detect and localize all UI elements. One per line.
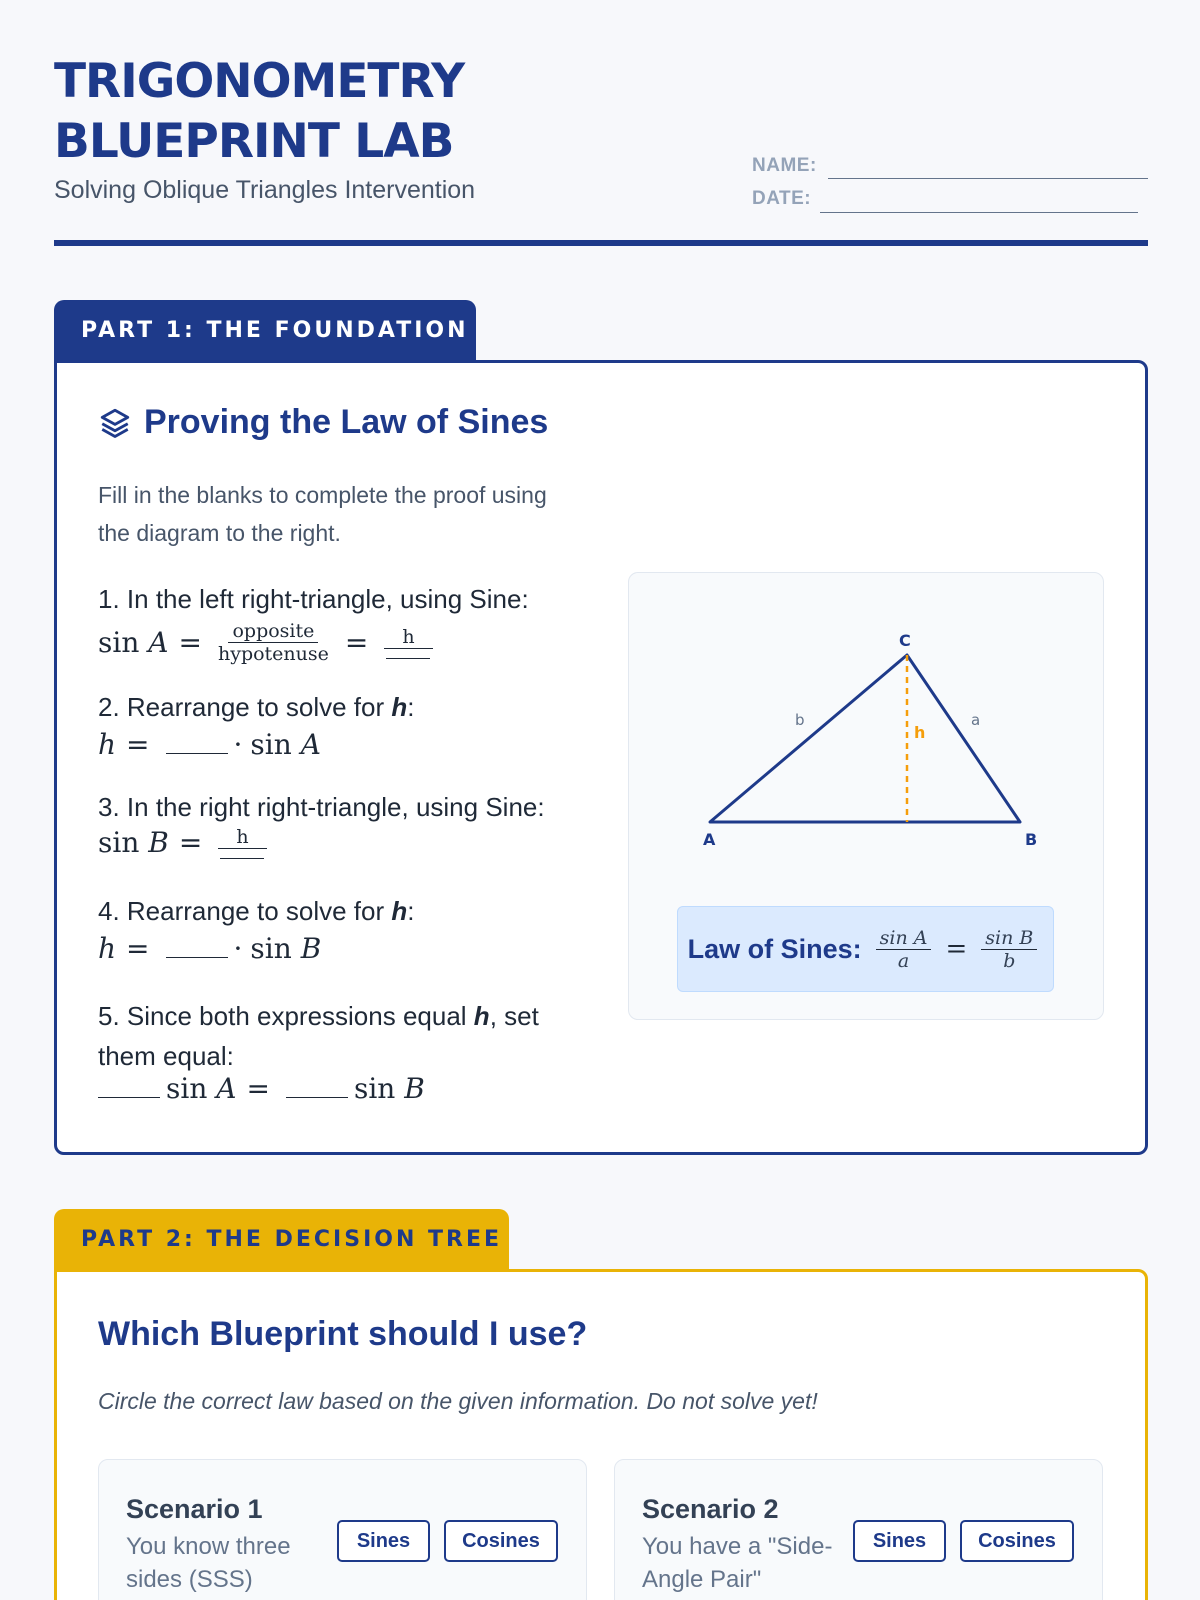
side-a-label: a	[971, 711, 981, 729]
law-den-left: a	[897, 949, 910, 972]
law-num-left: sin A	[876, 927, 932, 950]
var-B: B	[300, 932, 322, 965]
var-A: A	[300, 728, 321, 761]
step-4-equation	[98, 932, 321, 965]
equals-sign: =	[178, 826, 203, 859]
name-field-line[interactable]	[828, 178, 1148, 179]
date-label: DATE:	[752, 188, 812, 209]
dot: ·	[233, 728, 243, 761]
opposite-over-hypotenuse	[218, 620, 329, 665]
sin-fn: sin	[250, 728, 292, 761]
page-title	[54, 52, 464, 172]
var-A: A	[216, 1072, 237, 1105]
scenario-card	[614, 1459, 1103, 1600]
scenario-title: Scenario 1	[126, 1494, 263, 1524]
step-5-equation	[98, 1072, 425, 1105]
name-label: NAME:	[752, 155, 817, 176]
law-num-right: sin B	[981, 927, 1037, 950]
law-label: Law of Sines:	[687, 933, 862, 964]
blank-answer[interactable]	[386, 649, 430, 659]
layers-icon	[98, 406, 132, 440]
law-frac-left	[876, 927, 932, 972]
choice-sines-button[interactable]: Sines	[853, 1520, 946, 1562]
step-4-var: h	[391, 896, 408, 926]
frac-num-h: h	[384, 626, 432, 649]
choice-cosines-button[interactable]: Cosines	[960, 1520, 1074, 1562]
blank-answer[interactable]	[98, 1080, 160, 1098]
choice-cosines-button[interactable]: Cosines	[444, 1520, 558, 1562]
sin-fn: sin	[353, 1072, 396, 1105]
var-B: B	[148, 826, 169, 859]
vertex-B-label: B	[1025, 830, 1038, 849]
var-B: B	[404, 1072, 425, 1105]
step-1-equation	[98, 620, 439, 665]
scenario-title: Scenario 2	[642, 1494, 779, 1524]
blank-answer[interactable]	[220, 849, 264, 859]
law-of-sines-box	[677, 906, 1054, 992]
sin-fn: sin	[98, 826, 140, 859]
sin-fn: sin	[98, 626, 140, 659]
step-2-text	[98, 692, 415, 723]
part1-intro: Fill in the blanks to complete the proof using the diagram to the right.	[98, 482, 547, 546]
part2-instruction: Circle the correct law based on the given information. Do not solve yet!	[98, 1388, 818, 1414]
sin-fn: sin	[250, 932, 292, 965]
frac-den-hypotenuse: hypotenuse	[217, 643, 329, 665]
step-5-var: h	[473, 1001, 490, 1031]
equals-sign: =	[126, 728, 150, 761]
equals-sign: =	[945, 934, 968, 964]
part1-heading-text: Proving the Law of Sines	[144, 403, 549, 441]
h-over-blank	[218, 826, 266, 859]
step-2-var: h	[391, 692, 408, 722]
blank-answer[interactable]	[166, 940, 228, 958]
triangle-diagram	[628, 572, 1104, 872]
part1-heading	[98, 403, 548, 442]
step-3-equation	[98, 826, 273, 859]
equals-sign: =	[246, 1072, 270, 1105]
step-2-pre: 2. Rearrange to solve for	[98, 692, 392, 722]
scenario-desc: You have a "Side-Angle Pair"	[642, 1533, 833, 1593]
step-5-text	[98, 996, 568, 1076]
blank-answer[interactable]	[166, 736, 228, 754]
step-5-post: , set them equal:	[98, 1001, 539, 1071]
side-b-label: b	[795, 711, 805, 729]
var-h: h	[98, 932, 117, 965]
frac-num-opposite: opposite	[228, 620, 318, 643]
frac-num-h: h	[218, 826, 266, 849]
step-4-pre: 4. Rearrange to solve for	[98, 896, 392, 926]
step-2-post: :	[407, 692, 415, 722]
vertex-C-label: C	[899, 631, 911, 650]
part1-tab: PART 1: THE FOUNDATION	[54, 300, 476, 362]
dot: ·	[233, 932, 243, 965]
var-A: A	[148, 626, 169, 659]
step-2-equation	[98, 728, 321, 761]
step-4-post: :	[407, 896, 415, 926]
scenario-card	[98, 1459, 587, 1600]
choice-sines-button[interactable]: Sines	[337, 1520, 430, 1562]
height-label: h	[914, 723, 926, 742]
law-den-right: b	[1003, 949, 1016, 972]
triangle-outline	[710, 655, 1020, 822]
part2-tab: PART 2: THE DECISION TREE	[54, 1209, 509, 1271]
title-line-1: TRIGONOMETRY	[54, 54, 465, 109]
step-1-text: 1. In the left right-triangle, using Sine:	[98, 584, 529, 614]
var-h: h	[98, 728, 117, 761]
equals-sign: =	[344, 626, 369, 659]
step-5-pre: 5. Since both expressions equal	[98, 1001, 474, 1031]
sin-fn: sin	[166, 1072, 208, 1105]
h-over-blank	[384, 626, 432, 659]
equals-sign: =	[178, 626, 202, 659]
page-subtitle: Solving Oblique Triangles Intervention	[54, 176, 476, 204]
scenario-desc: You know three sides (SSS)	[126, 1533, 291, 1593]
date-field-line[interactable]	[820, 212, 1138, 213]
step-4-text	[98, 896, 415, 927]
header-divider	[54, 240, 1148, 246]
equals-sign: =	[126, 932, 150, 965]
vertex-A-label: A	[703, 830, 716, 849]
law-frac-right	[981, 927, 1037, 972]
blank-answer[interactable]	[286, 1080, 348, 1098]
title-line-2: BLUEPRINT LAB	[54, 114, 454, 169]
step-3-text: 3. In the right right-triangle, using Sine:	[98, 792, 545, 822]
part2-heading: Which Blueprint should I use?	[98, 1315, 588, 1353]
